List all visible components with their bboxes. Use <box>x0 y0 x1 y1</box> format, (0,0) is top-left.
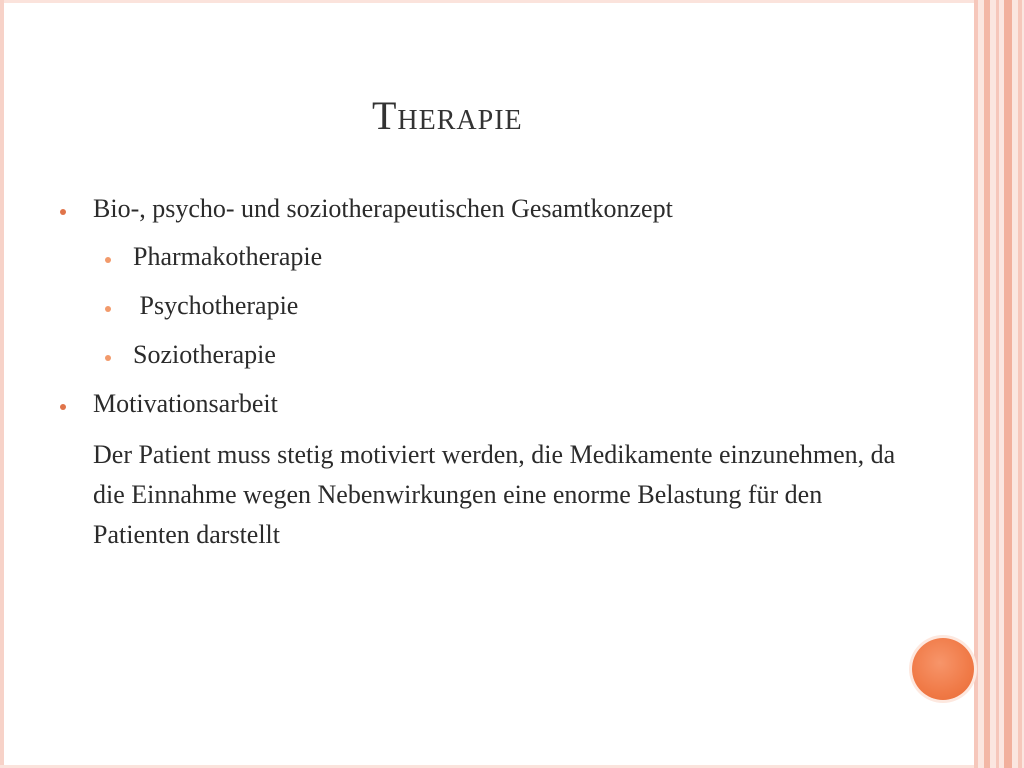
decorative-orange-circle <box>912 638 974 700</box>
frame-left-border <box>0 0 4 768</box>
bullet-marker <box>105 355 111 361</box>
band-stripe <box>1004 0 1012 768</box>
band-stripe <box>1018 0 1022 768</box>
bullet-item: Bio-, psycho- und soziotherapeutischen Gesamtkonzept <box>93 194 673 223</box>
decorative-right-band <box>974 0 1024 768</box>
bullet-item: Soziotherapie <box>133 340 276 369</box>
band-stripe <box>996 0 999 768</box>
frame-top-border <box>0 0 1024 3</box>
slide-title: Therapie <box>372 93 523 138</box>
body-paragraph: Der Patient muss stetig motiviert werden, die Medikamente einzunehmen, da die Einnahme wegen Nebenwirkungen eine enorme Belastung für den Patienten darstellt <box>93 440 896 549</box>
band-stripe <box>974 0 978 768</box>
bullet-item: Pharmakotherapie <box>133 242 323 271</box>
band-stripe <box>984 0 990 768</box>
bullet-marker <box>60 209 66 215</box>
bullet-item: Motivationsarbeit <box>93 389 278 418</box>
bullet-item: Psychotherapie <box>133 291 299 320</box>
bullet-marker <box>60 404 66 410</box>
bullet-marker <box>105 306 111 312</box>
bullet-marker <box>105 257 111 263</box>
